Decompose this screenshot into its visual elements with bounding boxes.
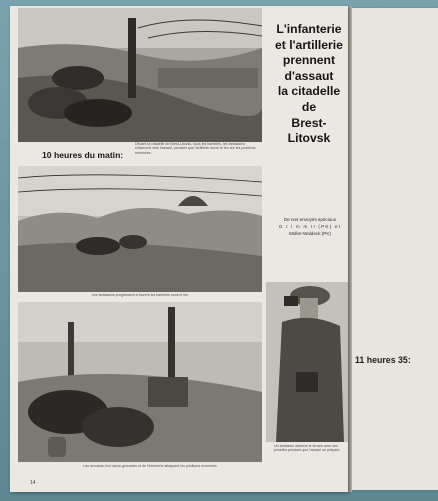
headline-line: prennent — [282, 53, 336, 68]
headline-line: L'infanterie — [276, 22, 342, 36]
byline-authors-1: G r i m m II (PK) et — [278, 224, 342, 229]
article-byline — [270, 216, 350, 237]
headline-line: Litovsk — [287, 131, 331, 146]
photo-trench-soldiers — [18, 8, 262, 142]
caption-photo-4: Un fantassin observe le terrain avec ses jumelles pendant que l'assaut se prépare. — [274, 444, 341, 453]
caption-photo-2: Les fantassins progressent à travers les barbelés sous le feu — [91, 293, 189, 297]
section-heading-morning: 10 heures du matin: — [42, 150, 124, 160]
headline-line: d'assaut — [284, 68, 334, 83]
left-page — [10, 6, 348, 492]
headline-line: et l'artillerie — [275, 37, 343, 52]
section-heading-later: 11 heures 35: — [355, 355, 411, 365]
photo-barbed-wire-advance — [18, 166, 262, 292]
headline-line: de — [301, 99, 317, 114]
caption-photo-3: Les servants d'un lance-grenades et de l'infanterie attaquent les positions ennemies — [83, 464, 217, 468]
article-text-column — [360, 28, 438, 35]
article-text-column-lower — [360, 378, 438, 385]
right-page — [350, 8, 438, 490]
byline-intro: De nos envoyés spéciaux — [283, 217, 337, 222]
page-number: 14 — [30, 480, 36, 486]
photo-grenade-crew — [18, 302, 262, 462]
article-headline — [264, 22, 354, 147]
headline-line: Brest- — [291, 115, 327, 130]
photo-soldier-binoculars — [266, 282, 348, 442]
byline-authors-2: Müller-Waldeck (PK) — [289, 231, 331, 236]
caption-photo-1: Devant la citadelle de Brest-Litovsk, sous les barbelés, les fantassins s'élancent vers l'assaut, pendant que l'artillerie ouvre le feu sur les positions ennemies. — [135, 142, 256, 155]
headline-line: la citadelle — [277, 84, 341, 99]
